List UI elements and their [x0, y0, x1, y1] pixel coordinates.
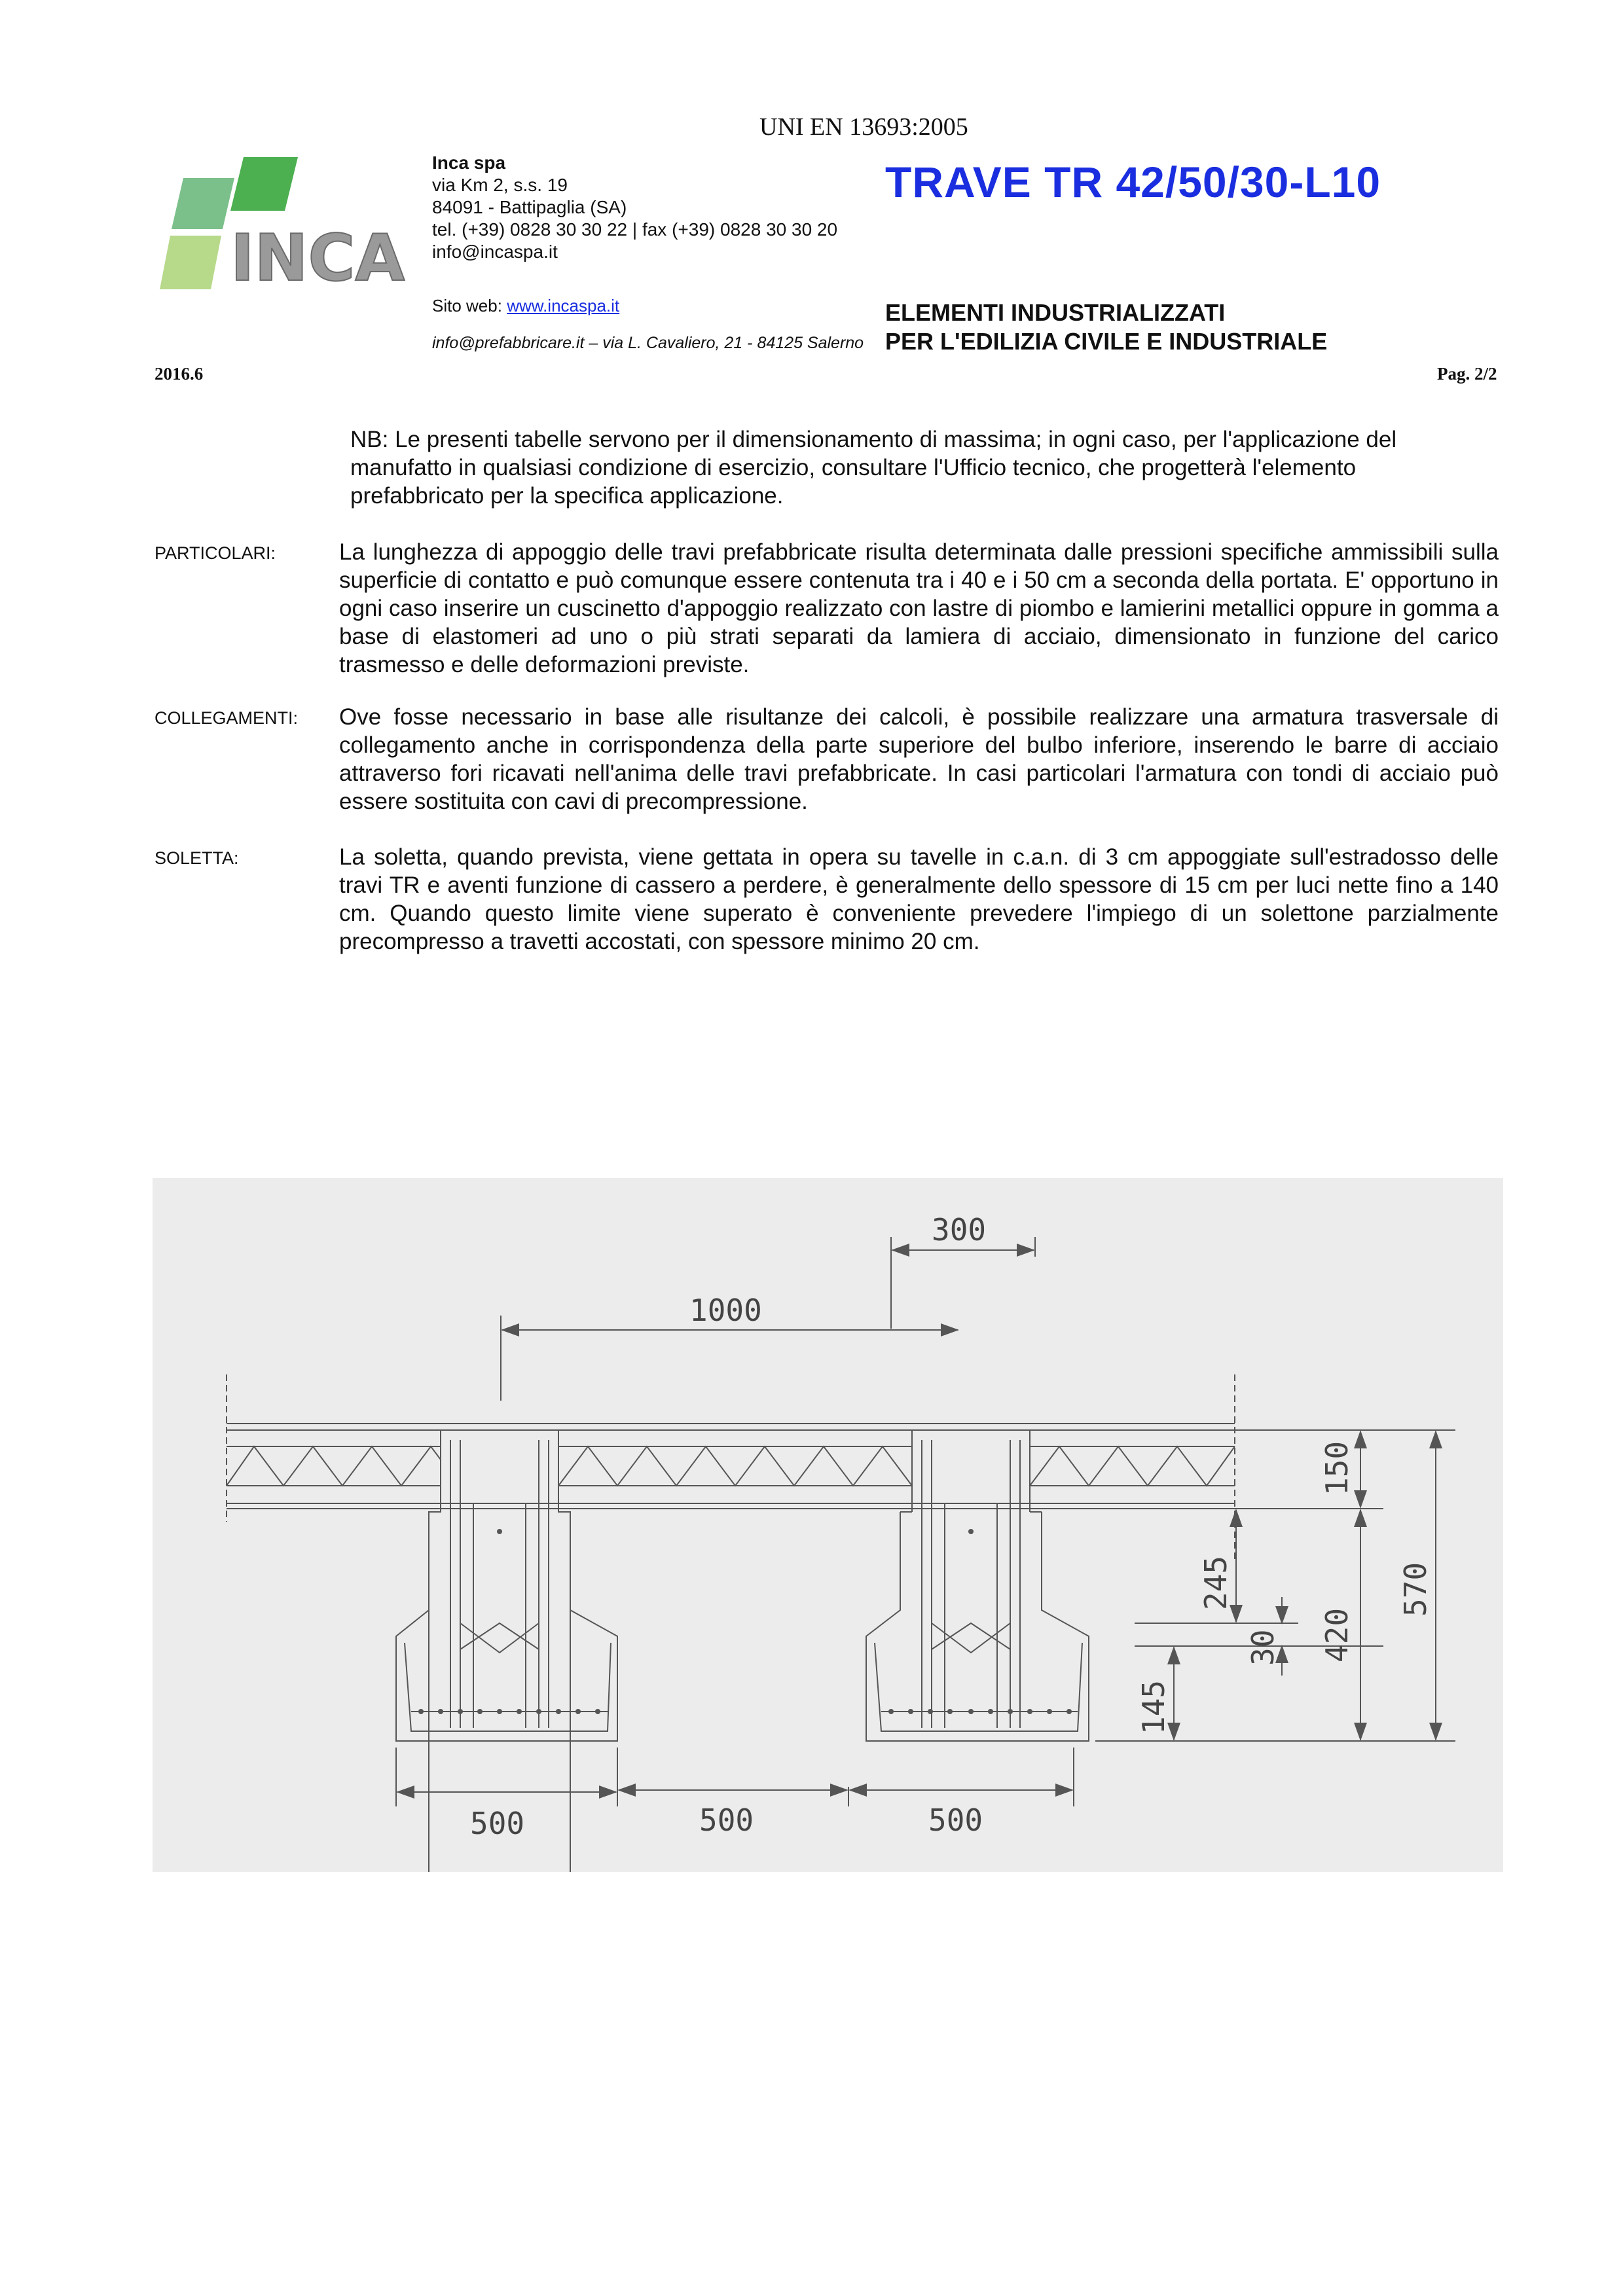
- dim-245: 245: [1198, 1555, 1233, 1610]
- section-text-soletta: La soletta, quando prevista, viene gettata in opera su tavelle in c.a.n. di 3 cm appoggiate sull'estradosso delle travi TR e aventi funzione di cassero a perdere, è generalmente dello spessore di 15 cm per luci nette fino a 140 cm. Quando questo limite viene superato è conveniente prevedere l'impiego di un solettone parzialmente precompresso a travetti accostati, con spessore minimo 20 cm.: [339, 844, 1499, 954]
- address-line-2: 84091 - Battipaglia (SA): [432, 197, 627, 217]
- page-number: Pag. 2/2: [1437, 364, 1497, 384]
- phone-fax: tel. (+39) 0828 30 30 22 | fax (+39) 0828 30 30 20: [432, 219, 838, 240]
- secondary-contact: info@prefabbricare.it – via L. Cavaliero, 21 - 84125 Salerno: [432, 334, 864, 352]
- address-line-1: via Km 2, s.s. 19: [432, 175, 568, 195]
- dim-30: 30: [1245, 1629, 1281, 1666]
- subtitle-line-1: ELEMENTI INDUSTRIALIZZATI: [885, 299, 1226, 326]
- document-title: TRAVE TR 42/50/30-L10: [885, 158, 1381, 206]
- section-text-particolari: La lunghezza di appoggio delle travi prefabbricate risulta determinata dalle pressioni specifiche ammissibili sulla superficie di contatto e può comunque essere contenuta tra i 40 e i 50 cm a seconda della portata. E' opportuno in ogni caso inserire un cuscinetto d'appoggio realizzato con lastre di piombo e lamierini metallici oppure in gomma a base di elastomeri ad uno o più strati separati da lamiera di acciaio, dimensionato in funzione del carico trasmesso e delle deformazioni previste.: [339, 539, 1499, 677]
- revision-date: 2016.6: [155, 364, 204, 384]
- section-text-collegamenti: Ove fosse necessario in base alle risultanze dei calcoli, è possibile realizzare una armatura trasversale di collegamento anche in corrispondenza della parte superiore del bulbo inferiore, inserendo le barre di acciaio attraverso fori ricavati nell'anima delle travi prefabbricate. In casi particolari l'armatura con tondi di acciaio può essere sostituita con cavi di precompressione.: [339, 704, 1499, 814]
- company-email: info@incaspa.it: [432, 242, 558, 262]
- website-link[interactable]: www.incaspa.it: [507, 296, 620, 315]
- dim-150: 150: [1319, 1441, 1355, 1496]
- dim-300: 300: [932, 1212, 987, 1247]
- section-label-particolari: PARTICOLARI:: [155, 543, 276, 563]
- subtitle-line-2: PER L'EDILIZIA CIVILE E INDUSTRIALE: [885, 328, 1328, 355]
- document-subtitle: [885, 298, 1327, 356]
- dim-1000: 1000: [689, 1293, 762, 1328]
- nb-note: NB: Le presenti tabelle servono per il dimensionamento di massima; in ogni caso, per l'applicazione del manufatto in qualsiasi condizione di esercizio, consultare l'Ufficio tecnico, che progetterà l'elemento prefabbricato per la specifica applicazione.: [350, 427, 1397, 509]
- dim-500-right: 500: [928, 1803, 983, 1838]
- section-label-soletta: SOLETTA:: [155, 848, 239, 868]
- section-drawing: [153, 1178, 1503, 1872]
- company-name: Inca spa: [432, 152, 506, 173]
- section-label-collegamenti: COLLEGAMENTI:: [155, 708, 299, 728]
- dim-420: 420: [1319, 1607, 1355, 1662]
- website-line: [432, 296, 619, 316]
- standard-reference: UNI EN 13693:2005: [759, 113, 968, 141]
- dim-500-center: 500: [699, 1803, 754, 1838]
- company-logo: [157, 152, 406, 302]
- website-label: Sito web:: [432, 296, 502, 315]
- dim-570: 570: [1398, 1562, 1433, 1617]
- company-info: [432, 152, 837, 263]
- dim-145: 145: [1136, 1679, 1171, 1734]
- logo-text: INCA: [230, 221, 405, 296]
- dim-500-left: 500: [470, 1806, 525, 1841]
